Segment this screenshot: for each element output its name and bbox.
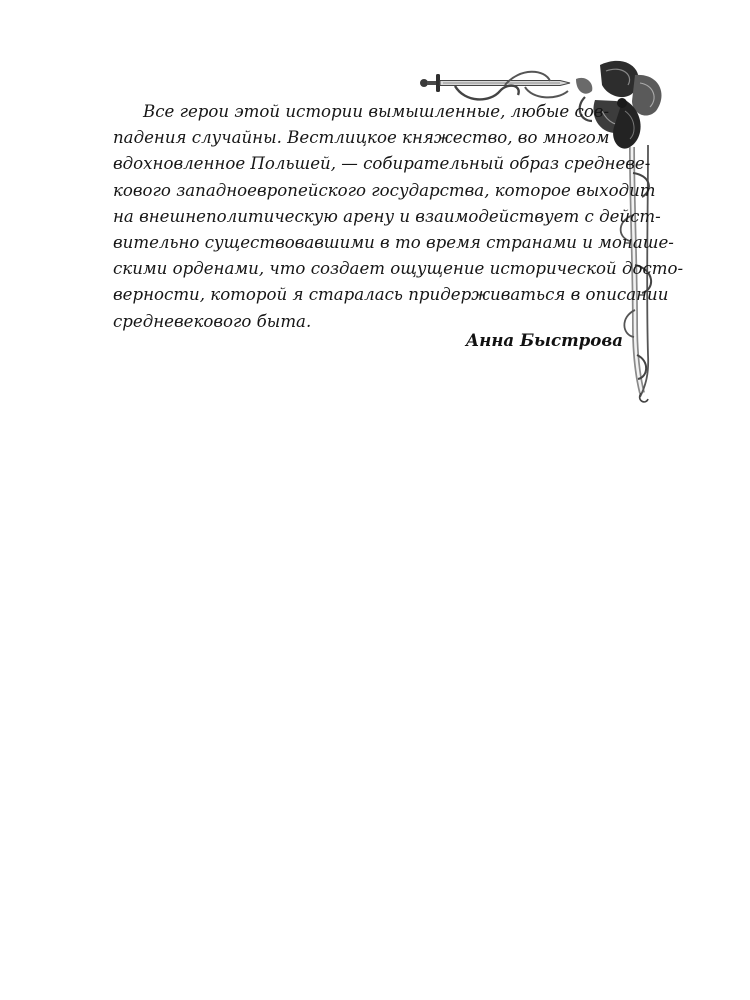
preface-line: скими орденами, что создает ощущение исторической досто- [113,259,684,279]
preface-text [113,99,684,335]
preface-line: падения случайны. Вестлицкое княжество, во многом [113,128,610,148]
preface-line: верности, которой я старалась придерживаться в описании [113,285,669,305]
preface-line: вдохновленное Польшей, — собирательный образ средневе- [113,154,651,174]
preface-line: вительно существовавшими в то время странами и монаше- [113,233,674,253]
preface-line: на внешнеполитическую арену и взаимодействует с дейст- [113,206,661,226]
preface-line: Все герои этой истории вымышленные, любые сов- [143,102,610,121]
author-signature: Анна Быстрова [465,330,623,350]
preface-line: средневекового быта. [113,311,312,331]
preface-line: кового западноевропейского государства, которое выходит [113,180,656,200]
